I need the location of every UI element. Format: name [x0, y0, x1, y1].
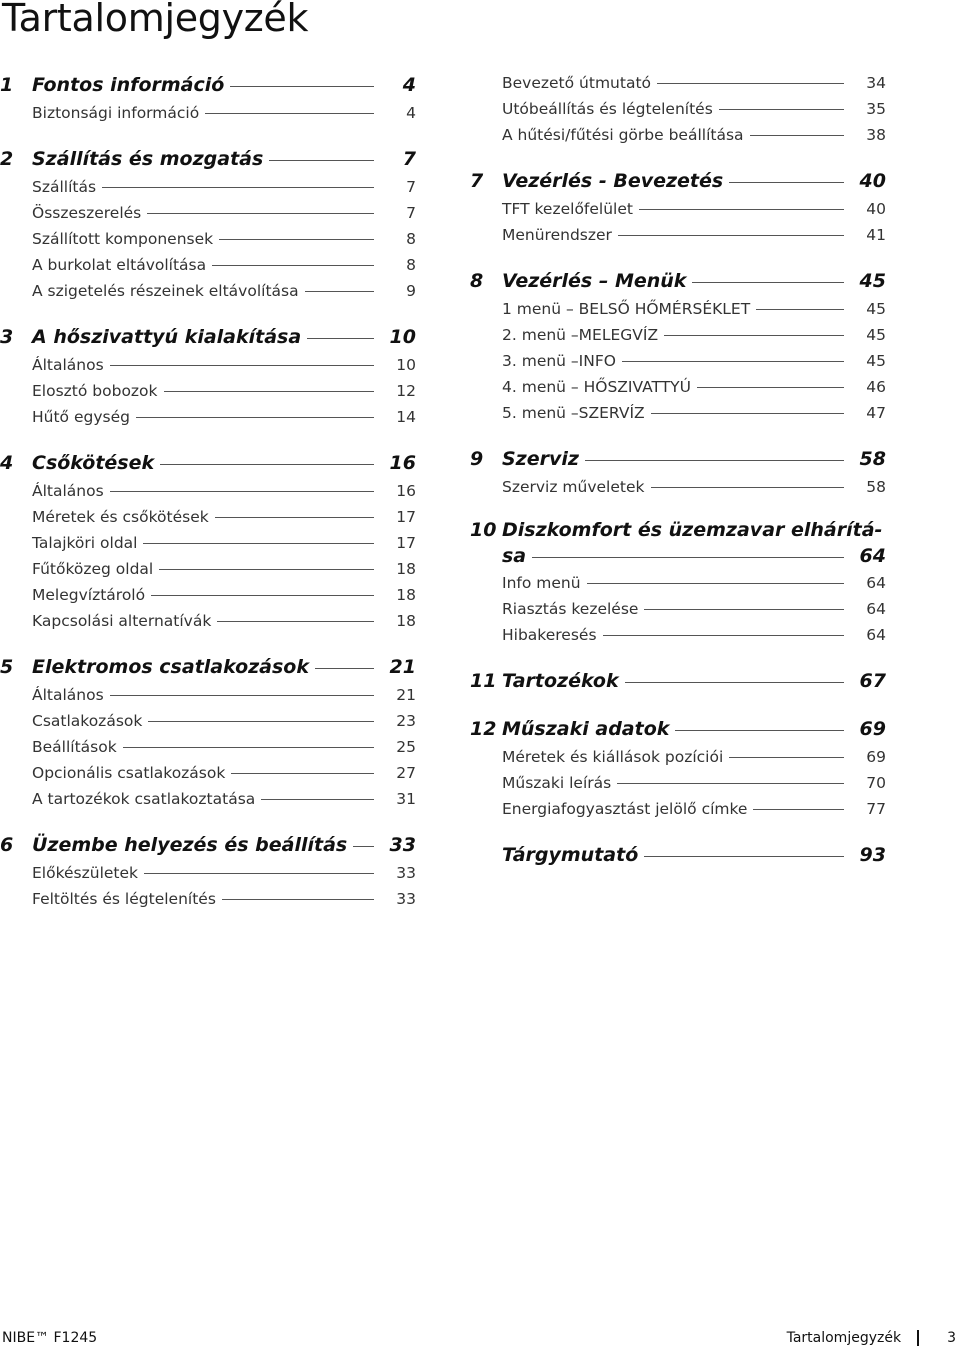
chapter-number: 8	[470, 270, 484, 292]
chapter-page: 40	[859, 170, 886, 192]
dot-leader	[729, 757, 844, 758]
toc-entry[interactable]	[470, 70, 886, 96]
chapter-page: 16	[389, 452, 416, 474]
dot-leader	[625, 682, 844, 683]
entry-page: 35	[866, 100, 886, 118]
toc-entry[interactable]	[0, 682, 416, 708]
entry-page: 45	[866, 352, 886, 370]
dot-leader	[532, 557, 844, 558]
dot-leader	[756, 309, 844, 310]
toc-chapter-entry[interactable]	[470, 666, 886, 696]
toc-entry[interactable]	[0, 734, 416, 760]
chapter-number: 2	[0, 148, 14, 170]
entry-title: Általános	[32, 686, 104, 704]
chapter-title: Szállítás és mozgatás	[32, 148, 264, 170]
entry-title: Általános	[32, 482, 104, 500]
dot-leader	[230, 86, 374, 87]
entry-title: Hibakeresés	[502, 626, 597, 644]
entry-page: 40	[866, 200, 886, 218]
dot-leader	[147, 213, 374, 214]
chapter-number: 11	[470, 670, 497, 692]
entry-title: A szigetelés részeinek eltávolítása	[32, 282, 299, 300]
toc-entry[interactable]	[470, 196, 886, 222]
dot-leader	[618, 235, 844, 236]
entry-page: 9	[406, 282, 416, 300]
toc-entry[interactable]	[0, 504, 416, 530]
toc-section	[0, 830, 416, 912]
dot-leader	[215, 517, 374, 518]
entry-page: 69	[866, 748, 886, 766]
toc-chapter-entry[interactable]	[0, 322, 416, 352]
entry-page: 45	[866, 326, 886, 344]
footer-divider	[917, 1330, 919, 1346]
toc-chapter-entry[interactable]	[470, 840, 886, 870]
entry-page: 41	[866, 226, 886, 244]
entry-title: Utóbeállítás és légtelenítés	[502, 100, 713, 118]
entry-title: Méretek és csőkötések	[32, 508, 209, 526]
dot-leader	[269, 160, 374, 161]
toc-chapter-entry[interactable]	[470, 266, 886, 296]
dot-leader	[305, 291, 374, 292]
entry-page: 23	[396, 712, 416, 730]
chapter-number: 5	[0, 656, 14, 678]
entry-title: Opcionális csatlakozások	[32, 764, 226, 782]
dot-leader	[123, 747, 374, 748]
chapter-number: 3	[0, 326, 14, 348]
entry-page: 34	[866, 74, 886, 92]
toc-chapter-entry[interactable]	[470, 714, 886, 744]
dot-leader	[353, 846, 374, 847]
dot-leader	[729, 182, 844, 183]
entry-page: 33	[396, 864, 416, 882]
toc-entry[interactable]	[0, 708, 416, 734]
toc-entry[interactable]	[470, 744, 886, 770]
entry-title: Riasztás kezelése	[502, 600, 639, 618]
entry-page: 7	[406, 204, 416, 222]
entry-title: Összeszerelés	[32, 204, 142, 222]
dot-leader	[144, 873, 374, 874]
toc-chapter-entry[interactable]	[470, 444, 886, 474]
dot-leader	[603, 635, 844, 636]
entry-page: 27	[396, 764, 416, 782]
toc-entry[interactable]	[470, 596, 886, 622]
entry-title: Méretek és kiállások pozíciói	[502, 748, 724, 766]
toc-section	[470, 714, 886, 822]
entry-page: 25	[396, 738, 416, 756]
entry-title: Beállítások	[32, 738, 117, 756]
entry-title: Szerviz műveletek	[502, 478, 645, 496]
entry-title: 2. menü –MELEGVÍZ	[502, 326, 659, 344]
dot-leader	[219, 239, 374, 240]
entry-title: Műszaki leírás	[502, 774, 612, 792]
chapter-page: 4	[402, 74, 416, 96]
chapter-title: Elektromos csatlakozások	[32, 656, 309, 678]
chapter-title: Tartozékok	[502, 670, 619, 692]
dot-leader	[110, 491, 374, 492]
dot-leader	[719, 109, 844, 110]
chapter-title: Tárgymutató	[502, 844, 639, 866]
toc-entry[interactable]	[0, 860, 416, 886]
toc-entry[interactable]	[470, 374, 886, 400]
entry-title: 3. menü –INFO	[502, 352, 616, 370]
entry-title: A tartozékok csatlakoztatása	[32, 790, 256, 808]
chapter-number: 9	[470, 448, 484, 470]
dot-leader	[110, 365, 374, 366]
footer-right	[787, 1330, 956, 1346]
dot-leader	[639, 209, 844, 210]
chapter-title: Vezérlés - Bevezetés	[502, 170, 724, 192]
chapter-title: Diszkomfort és üzemzavar elhárítá-	[502, 519, 883, 541]
entry-title: Általános	[32, 356, 104, 374]
dot-leader	[217, 621, 374, 622]
chapter-page: 69	[859, 718, 886, 740]
entry-title: Fűtőközeg oldal	[32, 560, 154, 578]
entry-title: 4. menü – HŐSZIVATTYÚ	[502, 378, 691, 396]
toc-right-column	[470, 70, 886, 888]
toc-entry[interactable]	[0, 174, 416, 200]
toc-entry[interactable]	[470, 122, 886, 148]
dot-leader	[212, 265, 374, 266]
toc-chapter-entry[interactable]	[470, 518, 886, 570]
toc-section	[0, 144, 416, 304]
chapter-page: 67	[859, 670, 886, 692]
dot-leader	[622, 361, 844, 362]
chapter-number: 6	[0, 834, 14, 856]
toc-section	[470, 70, 886, 148]
entry-page: 21	[396, 686, 416, 704]
toc-entry[interactable]	[0, 556, 416, 582]
dot-leader	[148, 721, 374, 722]
chapter-title: Szerviz	[502, 448, 579, 470]
chapter-page: 10	[389, 326, 416, 348]
toc-entry[interactable]	[0, 760, 416, 786]
toc-entry[interactable]	[0, 582, 416, 608]
chapter-title: Vezérlés – Menük	[502, 270, 687, 292]
footer-page-number: 3	[947, 1330, 956, 1346]
toc-section	[470, 266, 886, 426]
dot-leader	[136, 417, 374, 418]
entry-title: A hűtési/fűtési görbe beállítása	[502, 126, 744, 144]
entry-page: 14	[396, 408, 416, 426]
entry-page: 45	[866, 300, 886, 318]
entry-title: Csatlakozások	[32, 712, 143, 730]
toc-entry[interactable]	[470, 570, 886, 596]
toc-entry[interactable]	[470, 770, 886, 796]
entry-title: 5. menü –SZERVÍZ	[502, 404, 645, 422]
dot-leader	[675, 730, 844, 731]
dot-leader	[750, 135, 844, 136]
entry-page: 77	[866, 800, 886, 818]
toc-entry[interactable]	[470, 474, 886, 500]
toc-chapter-title-line	[470, 518, 886, 544]
dot-leader	[657, 83, 844, 84]
dot-leader	[753, 809, 844, 810]
chapter-page: 45	[859, 270, 886, 292]
entry-page: 18	[396, 586, 416, 604]
toc-entry[interactable]	[0, 786, 416, 812]
chapter-number: 7	[470, 170, 484, 192]
entry-title: Info menü	[502, 574, 581, 592]
toc-entry[interactable]	[470, 348, 886, 374]
entry-page: 18	[396, 560, 416, 578]
entry-page: 64	[866, 574, 886, 592]
chapter-page: 21	[389, 656, 416, 678]
chapter-page: 58	[859, 448, 886, 470]
entry-page: 17	[396, 534, 416, 552]
toc-chapter-entry[interactable]	[0, 70, 416, 100]
entry-title: Energiafogyasztást jelölő címke	[502, 800, 748, 818]
chapter-title: Fontos információ	[32, 74, 225, 96]
toc-entry[interactable]	[0, 200, 416, 226]
entry-page: 64	[866, 626, 886, 644]
entry-page: 31	[396, 790, 416, 808]
toc-section	[0, 70, 416, 126]
entry-page: 4	[406, 104, 416, 122]
chapter-number: 1	[0, 74, 14, 96]
entry-title: Elosztó bobozok	[32, 382, 158, 400]
dot-leader	[644, 609, 844, 610]
chapter-title: Üzembe helyezés és beállítás	[32, 834, 348, 856]
entry-title: Szállított komponensek	[32, 230, 214, 248]
chapter-number: 10	[470, 519, 497, 541]
entry-title: Melegvíztároló	[32, 586, 146, 604]
toc-chapter-entry[interactable]	[0, 144, 416, 174]
entry-page: 64	[866, 600, 886, 618]
chapter-number: 4	[0, 452, 14, 474]
dot-leader	[651, 413, 844, 414]
entry-title: Előkészületek	[32, 864, 139, 882]
dot-leader	[587, 583, 844, 584]
toc-section	[470, 166, 886, 248]
dot-leader	[315, 668, 374, 669]
toc-chapter-entry[interactable]	[0, 652, 416, 682]
toc-entry[interactable]	[470, 296, 886, 322]
chapter-number: 12	[470, 718, 497, 740]
toc-section	[0, 322, 416, 430]
dot-leader	[664, 335, 844, 336]
dot-leader	[617, 783, 844, 784]
toc-left-column	[0, 70, 416, 930]
entry-page: 10	[396, 356, 416, 374]
toc-section	[470, 666, 886, 696]
toc-section	[470, 840, 886, 870]
toc-entry[interactable]	[470, 400, 886, 426]
entry-page: 17	[396, 508, 416, 526]
toc-entry[interactable]	[0, 100, 416, 126]
entry-title: 1 menü – BELSŐ HŐMÉRSÉKLET	[502, 300, 751, 318]
entry-page: 46	[866, 378, 886, 396]
entry-page: 7	[406, 178, 416, 196]
footer-brand: NIBE™ F1245	[2, 1330, 98, 1346]
toc-chapter-entry[interactable]	[470, 166, 886, 196]
toc-entry[interactable]	[0, 278, 416, 304]
entry-title: Talajköri oldal	[32, 534, 138, 552]
toc-entry[interactable]	[470, 622, 886, 648]
entry-title: Bevezető útmutató	[502, 74, 651, 92]
entry-page: 38	[866, 126, 886, 144]
toc-section	[470, 518, 886, 648]
chapter-page: 64	[859, 545, 886, 567]
toc-entry[interactable]	[0, 378, 416, 404]
dot-leader	[222, 899, 374, 900]
dot-leader	[151, 595, 374, 596]
toc-entry[interactable]	[0, 478, 416, 504]
dot-leader	[644, 856, 844, 857]
dot-leader	[585, 460, 844, 461]
entry-page: 33	[396, 890, 416, 908]
dot-leader	[651, 487, 845, 488]
entry-page: 70	[866, 774, 886, 792]
toc-chapter-entry[interactable]	[0, 448, 416, 478]
toc-entry[interactable]	[0, 352, 416, 378]
footer-section: Tartalomjegyzék	[786, 1330, 902, 1346]
toc-entry[interactable]	[0, 608, 416, 634]
chapter-title: Műszaki adatok	[502, 718, 670, 740]
toc-entry[interactable]	[470, 96, 886, 122]
page-footer	[0, 1330, 960, 1350]
entry-page: 16	[396, 482, 416, 500]
toc-entry[interactable]	[470, 222, 886, 248]
dot-leader	[164, 391, 374, 392]
dot-leader	[102, 187, 374, 188]
dot-leader	[231, 773, 374, 774]
dot-leader	[307, 338, 374, 339]
chapter-page: 93	[859, 844, 886, 866]
dot-leader	[159, 569, 374, 570]
entry-title: Kapcsolási alternatívák	[32, 612, 212, 630]
dot-leader	[160, 464, 374, 465]
toc-entry[interactable]	[0, 886, 416, 912]
chapter-title: A hőszivattyú kialakítása	[32, 326, 302, 348]
toc-entry[interactable]	[470, 322, 886, 348]
dot-leader	[261, 799, 374, 800]
toc-entry[interactable]	[0, 530, 416, 556]
entry-title: Hűtő egység	[32, 408, 130, 426]
entry-title: A burkolat eltávolítása	[32, 256, 207, 274]
entry-page: 8	[406, 230, 416, 248]
toc-section	[470, 444, 886, 500]
chapter-title: Csőkötések	[32, 452, 155, 474]
entry-title: Feltöltés és légtelenítés	[32, 890, 216, 908]
dot-leader	[692, 282, 844, 283]
page-title: Tartalomjegyzék	[2, 0, 309, 40]
toc-section	[0, 448, 416, 634]
entry-title: Menürendszer	[502, 226, 612, 244]
entry-page: 18	[396, 612, 416, 630]
dot-leader	[143, 543, 374, 544]
dot-leader	[110, 695, 374, 696]
dot-leader	[697, 387, 844, 388]
toc-section	[0, 652, 416, 812]
entry-page: 8	[406, 256, 416, 274]
toc-chapter-title-line	[470, 544, 886, 570]
toc-entry[interactable]	[470, 796, 886, 822]
entry-page: 47	[866, 404, 886, 422]
entry-title: TFT kezelőfelület	[502, 200, 633, 218]
chapter-page: 33	[389, 834, 416, 856]
toc-entry[interactable]	[0, 252, 416, 278]
toc-entry[interactable]	[0, 404, 416, 430]
dot-leader	[205, 113, 374, 114]
entry-page: 12	[396, 382, 416, 400]
entry-page: 58	[866, 478, 886, 496]
toc-chapter-entry[interactable]	[0, 830, 416, 860]
toc-entry[interactable]	[0, 226, 416, 252]
entry-title: Biztonsági információ	[32, 104, 200, 122]
chapter-page: 7	[402, 148, 416, 170]
entry-title: Szállítás	[32, 178, 97, 196]
chapter-title-continued: sa	[502, 545, 527, 567]
